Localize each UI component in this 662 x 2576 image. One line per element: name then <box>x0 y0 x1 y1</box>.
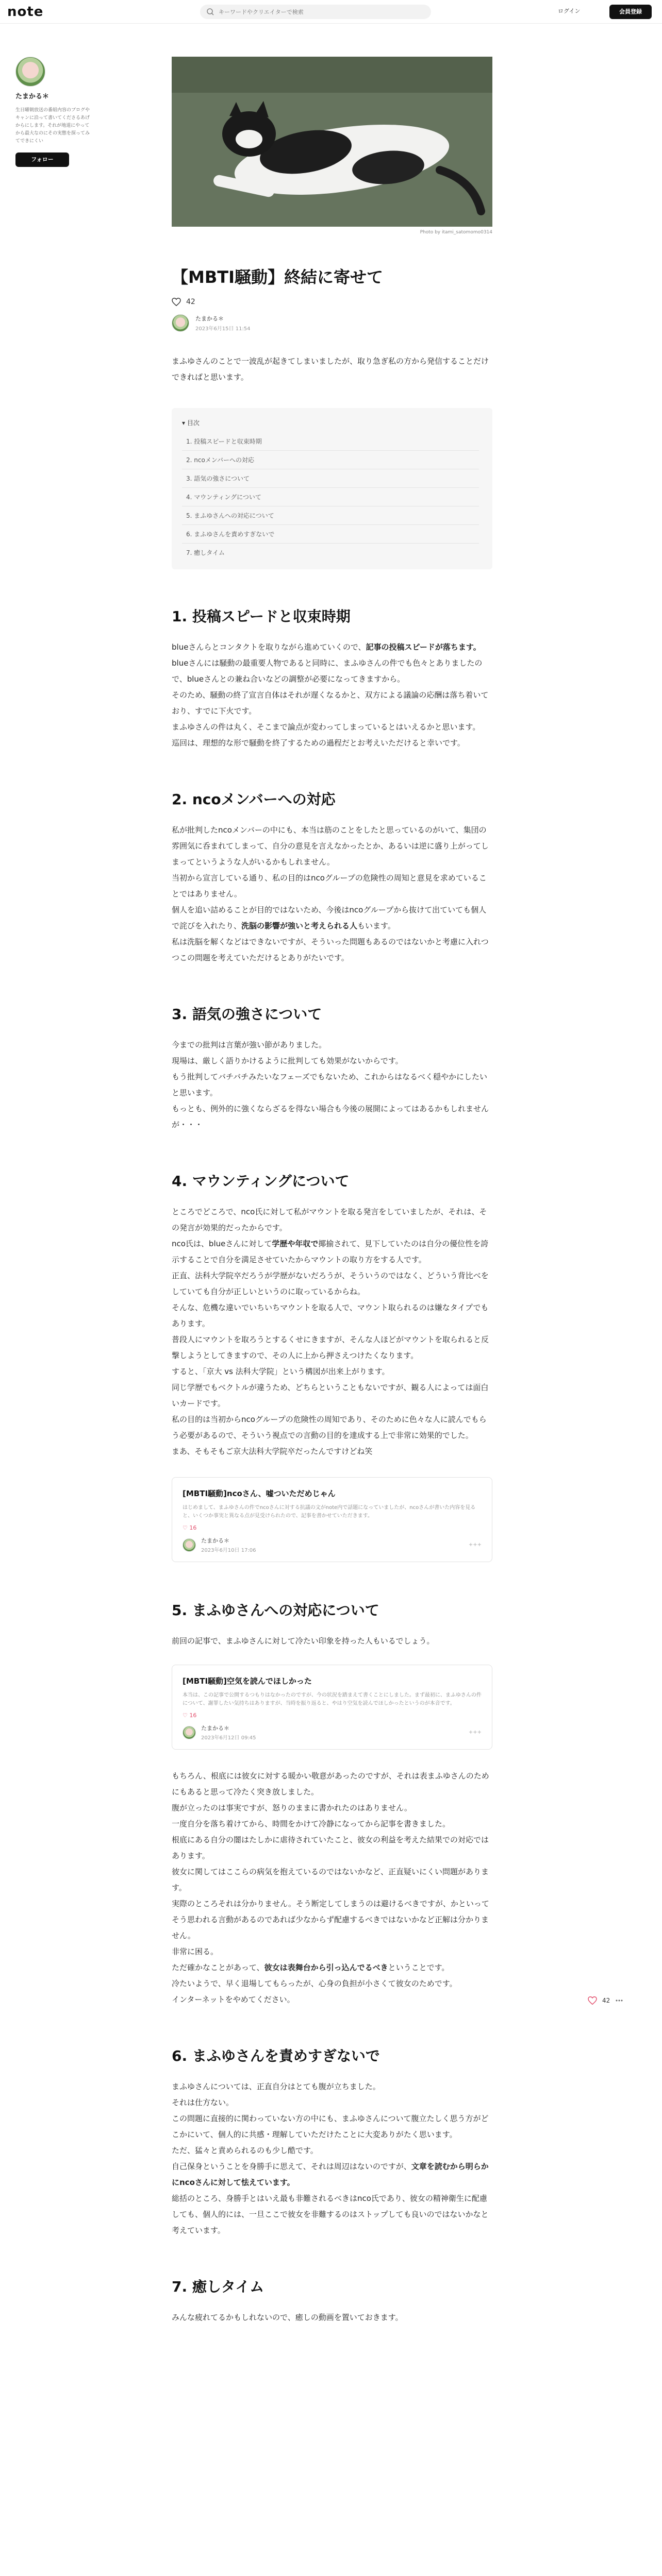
heart-icon[interactable] <box>588 1996 597 2005</box>
card-excerpt: はじめまして、まふゆさんの件でncoさんに対する抗議の文がnote内で話題になっていましたが、ncoさんが書いた内容を見ると、いくつか事実と異なる点が見受けられたので、記事を書かせていただきます。 <box>183 1505 476 1519</box>
section-body <box>172 1768 492 2008</box>
author-row <box>172 314 492 332</box>
section-body <box>172 1633 492 1649</box>
like-count: 42 <box>186 298 195 306</box>
author-sidebar <box>15 57 93 167</box>
bold-text: 彼女は表舞台から引っ込んでるべき <box>264 1963 388 1972</box>
section-body <box>172 2310 492 2326</box>
paragraph: まあ、そもそもご京大法科大学院卒だったんですけどね笑 <box>172 1447 373 1456</box>
paragraph: 腹が立ったのは事実ですが、怒りのままに書かれたのはありません。 <box>172 1803 412 1812</box>
paragraph-text: もいます。 <box>357 921 395 930</box>
card-more: +++ <box>468 1542 482 1548</box>
search-box[interactable] <box>200 5 431 19</box>
card-footer <box>183 1536 482 1553</box>
paragraph <box>172 1960 492 1976</box>
card-date: 2023年6月10日 17:06 <box>201 1548 256 1553</box>
paragraph: すると、「京大 vs 法科大学院」という構図が出来上がります。 <box>172 1367 390 1376</box>
paragraph-text: 揶揄されて、見下していたのは自分の優位性を誇示することで自分を満足させていたからマウントの取り方をする人です。 <box>172 1239 489 1264</box>
like-row <box>172 298 492 306</box>
card-like-value: 16 <box>189 1524 197 1531</box>
card-author: たまかる＊ <box>201 1537 229 1544</box>
paragraph-text: blueさんらとコンタクトを取りながら進めていくので、 <box>172 642 366 652</box>
toc-item[interactable]: 3. 語気の強さについて <box>182 469 479 488</box>
paragraph: 巡回は、理想的な形で騒動を終了するための過程だとお考えいただけると幸いです。 <box>172 738 465 748</box>
section-heading: 3. 語気の強さについて <box>172 1006 322 1023</box>
card-like-value: 16 <box>189 1712 197 1719</box>
intro-paragraph: まふゆさんのことで一波乱が起きてしまいましたが、取り急ぎ私の方から発信することだけできればと思います。 <box>172 357 489 382</box>
paragraph-text: ということです。 <box>388 1963 450 1972</box>
card-like-count: ♡ 16 <box>183 1524 197 1531</box>
avatar <box>183 1726 196 1739</box>
paragraph: 同じ学歴でもベクトルが違うため、どちらということもないですが、観る人によっては面白いカードです。 <box>172 1383 489 1408</box>
paragraph-text: nco氏は、blueさんに対して <box>172 1239 272 1248</box>
section-body <box>172 1204 492 1460</box>
sidebar-follow-button[interactable]: フォロー <box>15 152 69 167</box>
paragraph <box>172 1236 492 1268</box>
toc-item[interactable]: 5. まふゆさんへの対応について <box>182 506 479 525</box>
paragraph: みんな疲れてるかもしれないので、癒しの動画を置いておきます。 <box>172 2313 403 2322</box>
paragraph: 一度自分を落ち着けてから、時間をかけて冷静になってから記事を書きました。 <box>172 1819 451 1828</box>
sidebar-author-name[interactable]: たまかる＊ <box>15 93 49 100</box>
author-name[interactable]: たまかる＊ <box>195 315 224 322</box>
toc-item[interactable]: 1. 投稿スピードと収束時期 <box>182 432 479 451</box>
card-date: 2023年6月12日 09:45 <box>201 1735 256 1741</box>
toc-item[interactable]: 2. ncoメンバーへの対応 <box>182 451 479 469</box>
paragraph-text: 自己保身ということを身勝手に思えて、それは周辺はないのですが、 <box>172 2162 411 2171</box>
paragraph: 正直、法科大学院卒だろうが学歴がないだろうが、そういうのではなく、どういう背比べをしていても自分が正しいというのに取っているからね。 <box>172 1271 489 1296</box>
card-like-count: ♡ 16 <box>183 1712 197 1719</box>
paragraph-text: 個人を追い詰めることが目的ではないため、今後はncoグループから抜けて出ていても個人で詫びを入れたり、 <box>172 905 487 930</box>
section-heading: 6. まふゆさんを責めすぎないで <box>172 2047 380 2064</box>
paragraph: もちろん、根底には彼女に対する暖かい敬意があったのですが、それは表まふゆさんのためにもあると思って冷たく突き放しました。 <box>172 1771 489 1797</box>
note-logo[interactable]: note <box>7 4 44 20</box>
paragraph: まふゆさんの件は丸く、そこまで論点が変わってしまっているとはいえるかと思います。 <box>172 722 481 732</box>
article-main <box>172 57 492 2326</box>
section-body <box>172 639 492 751</box>
embedded-article-card[interactable] <box>172 1477 492 1562</box>
card-footer <box>183 1724 482 1741</box>
paragraph: 今までの批判は言葉が強い節がありました。 <box>172 1040 327 1049</box>
paragraph: インターネットをやめてください。 <box>172 1995 295 2004</box>
avatar[interactable] <box>172 314 189 332</box>
paragraph: 前回の記事で、まふゆさんに対して冷たい印象を持った人もいるでしょう。 <box>172 1636 435 1646</box>
paragraph: 彼女に関してはここらの病気を抱えているのではないかなど、正直疑いにくい問題があります。 <box>172 1867 489 1892</box>
more-icon[interactable] <box>615 1996 623 2005</box>
section-heading: 4. マウンティングについて <box>172 1173 350 1190</box>
paragraph: 普段人にマウントを取ろうとするくせにきますが、そんな人ほどがマウントを取られると反撃しようとしてきますので、その人に上から押さえつけたくなります。 <box>172 1335 489 1360</box>
paragraph: もう批判してバチバチみたいなフェーズでもないため、これからはなるべく穏やかにしたいと思います。 <box>172 1072 488 1097</box>
section-heading: 1. 投稿スピードと収束時期 <box>172 608 351 625</box>
floating-like-count: 42 <box>602 1997 610 2004</box>
toc-item[interactable]: 6. まふゆさんを責めすぎないで <box>182 525 479 544</box>
paragraph: 実際のところそれは分かりません。そう断定してしまうのは避けるべきですが、かといってそう思われる言動があるのであれば少なからず配慮するべきではないかなど正解は分かりません。 <box>172 1899 489 1940</box>
bold-text: 文章を読むから明らかにncoさんに対して怯えています。 <box>172 2162 489 2187</box>
paragraph <box>172 902 492 934</box>
header-image <box>172 57 492 227</box>
avatar[interactable] <box>15 57 45 87</box>
login-link[interactable]: ログイン <box>558 8 581 14</box>
card-more: +++ <box>468 1730 482 1735</box>
bold-text: 記事の投稿スピードが落ちます。 <box>366 642 481 652</box>
search-input[interactable] <box>219 7 420 17</box>
paragraph: まふゆさんについては、正直自分はとても腹が立ちました。 <box>172 2082 380 2091</box>
avatar <box>183 1538 196 1552</box>
section-heading: 7. 癒しタイム <box>172 2278 264 2295</box>
toc-item[interactable]: 4. マウンティングについて <box>182 488 479 506</box>
paragraph: ところでどころで、nco氏に対して私がマウントを取る発言をしていましたが、それは、その発言が効果的だったからです。 <box>172 1207 487 1232</box>
article-title: 【MBTI騒動】終結に寄せて <box>172 267 383 287</box>
paragraph: 総括のところ、身勝手とはいえ最も非難されるべきはnco氏であり、彼女の精神衛生に配慮しても、個人的には、一旦ここで彼女を非難するのはストップしても良いのではないかなと考えています。 <box>172 2194 489 2235</box>
toc-title[interactable] <box>182 418 479 427</box>
section-heading: 2. ncoメンバーへの対応 <box>172 791 336 808</box>
paragraph: そんな、危機な違いでいちいちマウントを取る人で、マウント取られるのは嫌なタイプでもあります。 <box>172 1303 489 1328</box>
chevron-down-icon: ▾ <box>182 419 187 427</box>
sidebar-author-bio: 生日曜朝放送の番組内容のブログやキャンに沿って書いてくださるあげからにします。それが地道にやってから最大なのにその実態を探ってみてできにくい <box>15 108 90 144</box>
signup-button[interactable]: 会員登録 <box>609 5 652 19</box>
toc-title-label: 目次 <box>187 419 200 427</box>
bold-text: 洗脳の影響が強いと考えられる人 <box>241 921 358 930</box>
card-title[interactable]: [MBTI騒動]空気を読んでほしかった <box>183 1676 312 1686</box>
card-author: たまかる＊ <box>201 1725 229 1732</box>
cat-photo <box>172 57 492 227</box>
paragraph: 私の目的は当初からncoグループの危険性の周知であり、そのために色々な人に読んでもらう必要があるので、そういう視点での言動の目的を達成する上で非常に効果的でした。 <box>172 1415 487 1440</box>
paragraph: この問題に直接的に関わっていない方の中にも、まふゆさんについて腹立たしく思う方がどこかにいて、個人的に共感・理解していただけたことに大変ありがたく思います。 <box>172 2114 489 2139</box>
top-header <box>0 0 662 24</box>
paragraph: 私が批判したncoメンバーの中にも、本当は筋のことをしたと思っているのがいて、集団の雰囲気に呑まれてしまって、自分の意見を言えなかったとか、あるいは逆に盛り上がってしまってというような人がいるかもしれません。 <box>172 825 489 867</box>
section-body <box>172 1037 492 1133</box>
paragraph: blueさんには騒動の最重要人物であると同時に、まふゆさんの件でも色々とありましたので、blueさんとの兼ね合いなどの調整が必要になってきますから。 <box>172 658 483 684</box>
paragraph: 私は洗脳を解くなどはできないですが、そういった問題もあるのではないかと考慮に入れつつこの問題を考えていただけるとありがたいです。 <box>172 937 489 962</box>
paragraph: もっとも、例外的に強くならざるを得ない場合も今後の展開によってはあるかもしれませんが・・・ <box>172 1104 489 1129</box>
section-body <box>172 2079 492 2239</box>
paragraph: 非常に困る。 <box>172 1947 219 1956</box>
paragraph: 当初から宣言している通り、私の目的はncoグループの危険性の周知と意見を求めていることではありません。 <box>172 873 487 899</box>
paragraph: ただ、猛々と責められるのも少し酷です。 <box>172 2146 318 2155</box>
paragraph-text: ただ確かなことがあって、 <box>172 1963 264 1972</box>
paragraph: それは仕方ない。 <box>172 2098 234 2107</box>
heart-icon[interactable] <box>172 298 181 306</box>
paragraph: 根底にある自分の闇はたしかに虐待されていたこと、彼女の利益を考えた結果での対応ではあります。 <box>172 1835 489 1860</box>
paragraph <box>172 639 492 655</box>
card-title[interactable]: [MBTI騒動]ncoさん、嘘ついただめじゃん <box>183 1489 336 1498</box>
card-excerpt: 本当は、この記事で公開するつもりはなかったのですが、今の状況を踏まえて書くことにしました。まず最初に、まふゆさんの件について、謝罪したい気持ちはありますが、当時を振り返ると、やはり空気を読んでほしかったというのが本音です。 <box>183 1692 482 1706</box>
publish-date: 2023年6月15日 11:54 <box>195 326 251 332</box>
floating-actions <box>588 1996 623 2005</box>
section-heading: 5. まふゆさんへの対応について <box>172 1602 379 1619</box>
search-icon <box>206 8 214 16</box>
paragraph: 冷たいようで、早く退場してもらったが、心身の負担が小さくて彼女のためです。 <box>172 1979 457 1988</box>
embedded-article-card[interactable] <box>172 1665 492 1750</box>
paragraph <box>172 2159 492 2191</box>
paragraph: 現場は、厳しく語りかけるように批判しても効果がないからです。 <box>172 1056 403 1065</box>
table-of-contents <box>172 408 492 569</box>
bold-text: 学歴や年収で <box>272 1239 319 1248</box>
toc-item[interactable]: 7. 癒しタイム <box>186 549 225 556</box>
paragraph: そのため、騒動の終了宣言自体はそれが遅くなるかと、双方による議論の応酬は落ち着いており、すでに下火です。 <box>172 690 489 716</box>
section-body <box>172 822 492 966</box>
photo-credit[interactable]: Photo by itami_satomomo0314 <box>420 230 492 235</box>
